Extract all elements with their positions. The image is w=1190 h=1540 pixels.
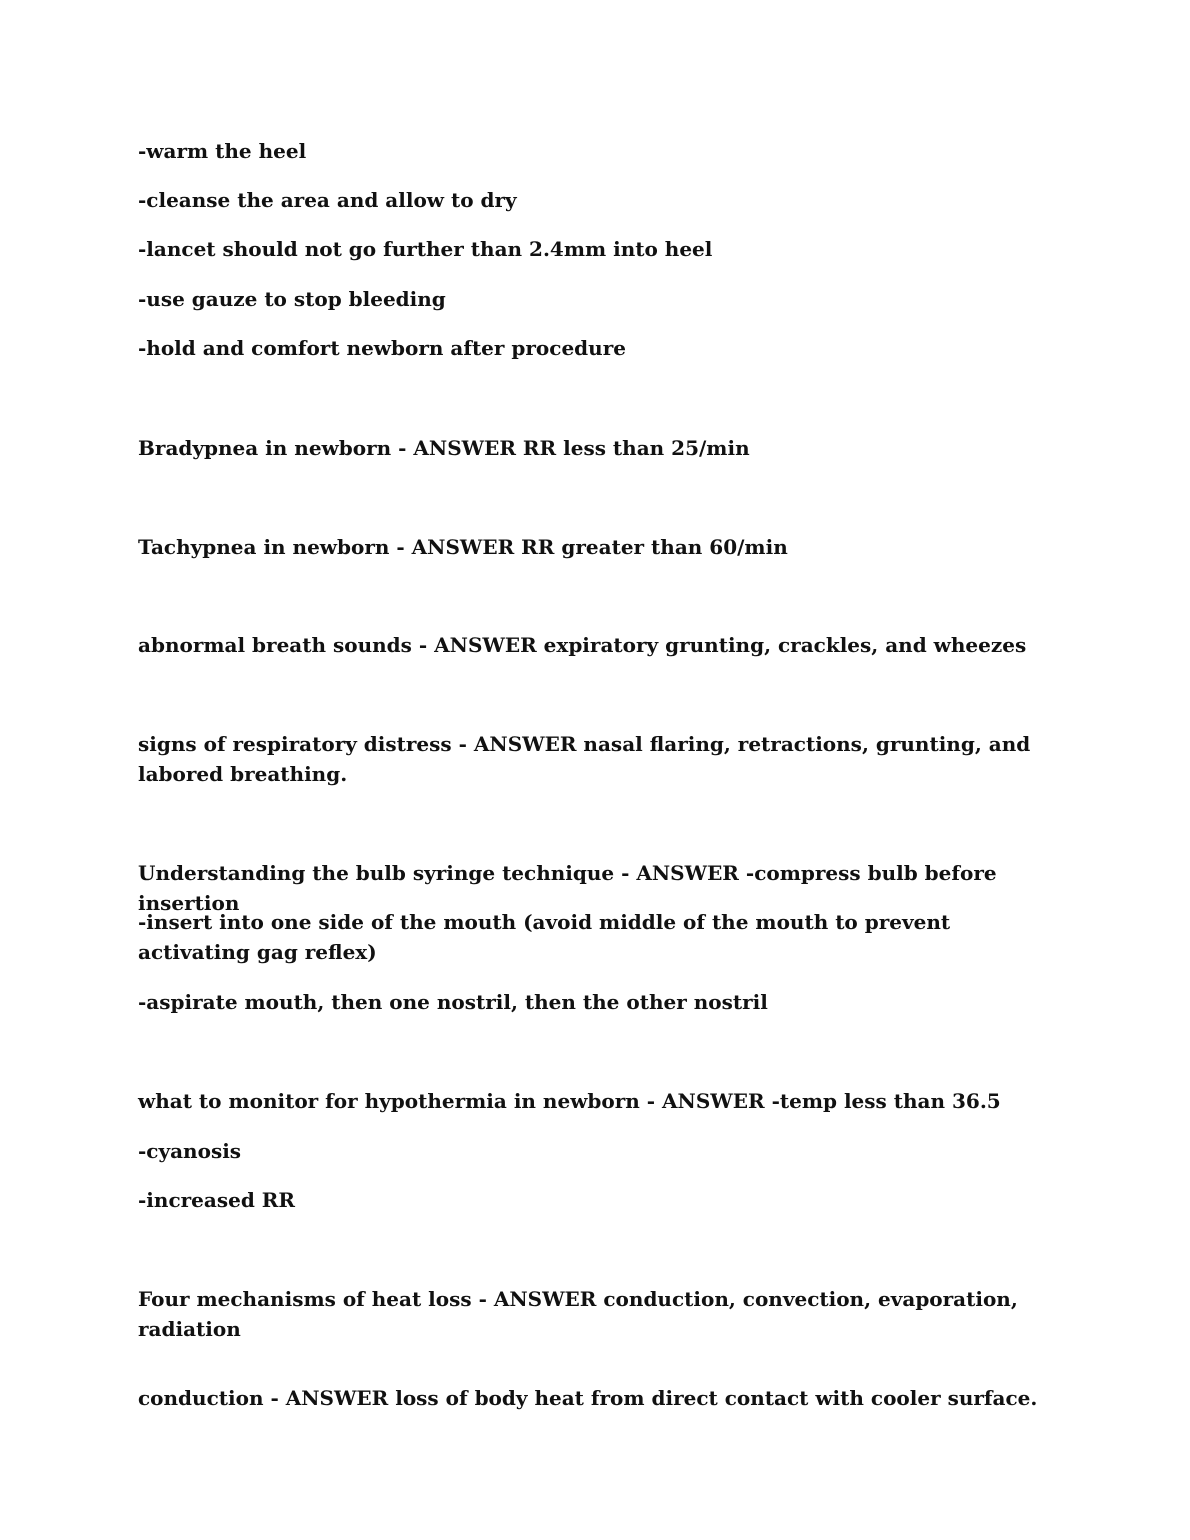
heat-loss-mechanisms-entry: Four mechanisms of heat loss - ANSWER conduction, convection, evaporation, radiation <box>138 1287 1018 1341</box>
bulb-syringe-step-insert: -insert into one side of the mouth (avoid middle of the mouth to prevent activating gag reflex) <box>138 910 951 964</box>
abnormal-breath-sounds-entry: abnormal breath sounds - ANSWER expiratory grunting, crackles, and wheezes <box>138 633 1027 657</box>
heel-step-comfort: -hold and comfort newborn after procedure <box>138 336 626 360</box>
heel-step-cleanse: -cleanse the area and allow to dry <box>138 188 517 212</box>
conduction-entry: conduction - ANSWER loss of body heat from direct contact with cooler surface. <box>138 1386 1038 1410</box>
tachypnea-entry: Tachypnea in newborn - ANSWER RR greater than 60/min <box>138 535 788 559</box>
hypothermia-sign-increased-rr: -increased RR <box>138 1188 296 1212</box>
heel-step-warm: -warm the heel <box>138 139 307 163</box>
heel-step-gauze: -use gauze to stop bleeding <box>138 287 446 311</box>
hypothermia-sign-cyanosis: -cyanosis <box>138 1139 242 1163</box>
bradypnea-entry: Bradypnea in newborn - ANSWER RR less than 25/min <box>138 436 750 460</box>
hypothermia-entry: what to monitor for hypothermia in newborn - ANSWER -temp less than 36.5 <box>138 1089 1001 1113</box>
heel-step-lancet-depth: -lancet should not go further than 2.4mm into heel <box>138 237 713 261</box>
bulb-syringe-step-aspirate: -aspirate mouth, then one nostril, then the other nostril <box>138 990 768 1014</box>
respiratory-distress-entry: signs of respiratory distress - ANSWER nasal flaring, retractions, grunting, and labored breathing. <box>138 732 1031 786</box>
bulb-syringe-entry: Understanding the bulb syringe technique - ANSWER -compress bulb before insertion <box>138 861 997 915</box>
